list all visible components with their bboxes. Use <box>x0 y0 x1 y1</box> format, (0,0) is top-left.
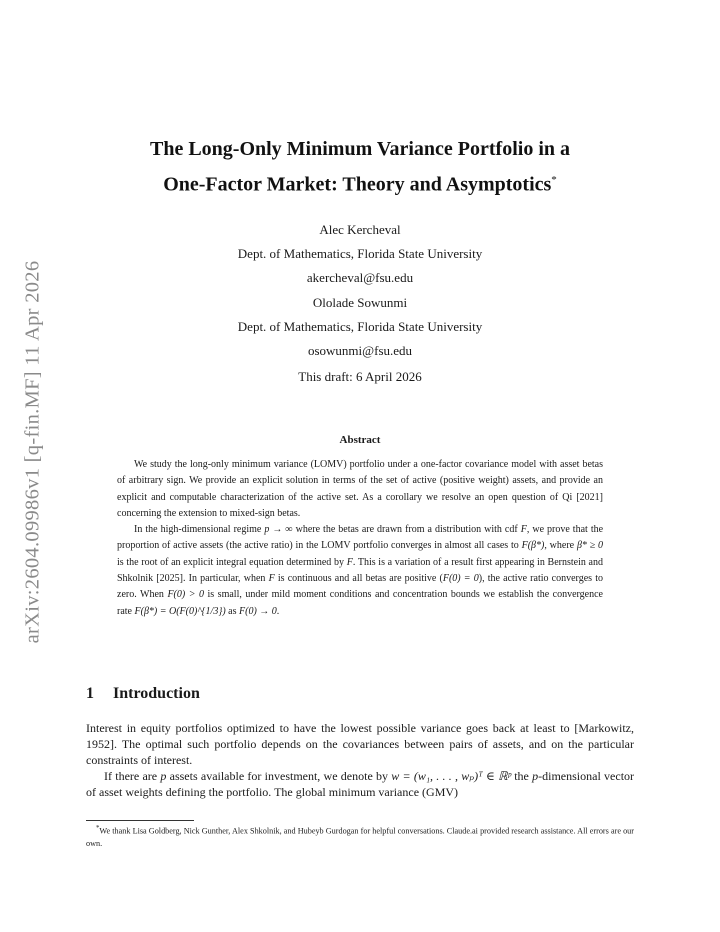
section-heading <box>86 685 200 703</box>
math-expression: F <box>520 524 527 536</box>
title-line-2-text: One-Factor Market: Theory and Asymptotics <box>163 173 552 196</box>
math-expression: w = (w₁, . . . , wₚ)ᵀ ∈ ℝᵖ <box>391 769 511 783</box>
draft-date: This draft: 6 April 2026 <box>298 369 422 384</box>
body-text-span: assets available for investment, we denote by <box>169 769 389 783</box>
body-paragraph-2 <box>86 768 634 800</box>
body-text-span: -dimensional vector of asset weights defining the portfolio. The global minimum variance (GMV) <box>86 769 635 799</box>
math-expression: F <box>346 556 353 568</box>
math-expression: β* ≥ 0 <box>576 540 604 552</box>
abstract-text: , where <box>544 540 575 552</box>
abstract-text: where the betas are drawn from a distribution with cdf <box>295 524 518 536</box>
abstract-body <box>117 457 603 620</box>
abstract-text: . This is a variation of a result first appearing in Bernstein and Shkolnik [2025]. In particular, when <box>117 556 603 585</box>
footnote-divider <box>86 820 194 821</box>
math-expression: p <box>160 769 167 783</box>
title-line-2 <box>86 165 634 201</box>
author-affiliation: Dept. of Mathematics, Florida State University <box>237 318 483 334</box>
arxiv-identifier-stamp: arXiv:2604.09986v1 [q-fin.MF] 11 Apr 2026 <box>21 260 44 644</box>
abstract-text: . <box>276 605 280 617</box>
abstract-heading: Abstract <box>339 434 381 446</box>
math-expression: F <box>268 573 275 585</box>
math-expression: p <box>532 769 539 783</box>
math-expression: F(β*) = O(F(0)^{1/3}) <box>134 605 226 617</box>
title-line-1: The Long-Only Minimum Variance Portfolio in a <box>149 138 571 160</box>
math-expression: F(0) → 0 <box>239 605 277 617</box>
footnote-text: We thank Lisa Goldberg, Nick Gunther, Alex Shkolnik, and Hubeyb Gurdogan for helpful conversations. Claude.ai provided research assistance. All errors are our own. <box>86 826 634 849</box>
section-number: 1 <box>86 685 94 702</box>
math-expression: p → ∞ <box>264 524 293 536</box>
math-expression: F(0) = 0 <box>442 573 479 585</box>
author-email: osowunmi@fsu.edu <box>307 342 413 358</box>
abstract-text: , we prove that the proportion of active assets (the active ratio) in the LOMV portfolio converges in almost all cases to <box>117 524 604 552</box>
body-text-span: the <box>514 769 529 783</box>
author-name: Alec Kercheval <box>319 222 401 237</box>
author-email: akercheval@fsu.edu <box>306 270 414 286</box>
abstract-paragraph-2 <box>117 522 603 620</box>
abstract-paragraph-1: We study the long-only minimum variance (LOMV) portfolio under a one-factor covariance model with asset betas of arbitrary sign. We provide an explicit solution in terms of the set of active (positive weight) assets, and provide an explicit and computable characterization of the active set. As a corollary we resolve an open question of Qi [2021] concerning the extension to mixed-sign betas. <box>117 459 603 519</box>
abstract-text: is small, under mild moment conditions and concentration bounds we establish the convergence rate <box>117 589 603 617</box>
body-text-span: If there are <box>104 769 158 783</box>
body-paragraph-1: Interest in equity portfolios optimized to have the lowest possible variance goes back at least to [Markowitz, 1952]. The optimal such portfolio depends on the covariances between pairs of assets, and on the particular constraints of interest. <box>86 721 634 767</box>
footnote <box>86 823 634 851</box>
body-text <box>86 720 634 800</box>
abstract-text: is continuous and all betas are positive ( <box>277 573 443 585</box>
author-name: Ololade Sowunmi <box>312 294 408 310</box>
paper-title <box>86 134 634 201</box>
abstract-text: ), the active ratio converges to zero. When <box>117 573 603 601</box>
math-expression: F(0) > 0 <box>167 589 204 601</box>
abstract-text: as <box>228 605 237 617</box>
section-title: Introduction <box>113 685 200 702</box>
author-block <box>86 218 634 363</box>
abstract-text: In the high-dimensional regime <box>134 524 262 536</box>
abstract-text: is the root of an explicit integral equation determined by <box>117 556 344 568</box>
footnote-mark: * <box>96 825 100 832</box>
title-footnote-mark: * <box>551 174 557 186</box>
math-expression: F(β*) <box>521 540 545 552</box>
author-affiliation: Dept. of Mathematics, Florida State University <box>237 246 483 262</box>
